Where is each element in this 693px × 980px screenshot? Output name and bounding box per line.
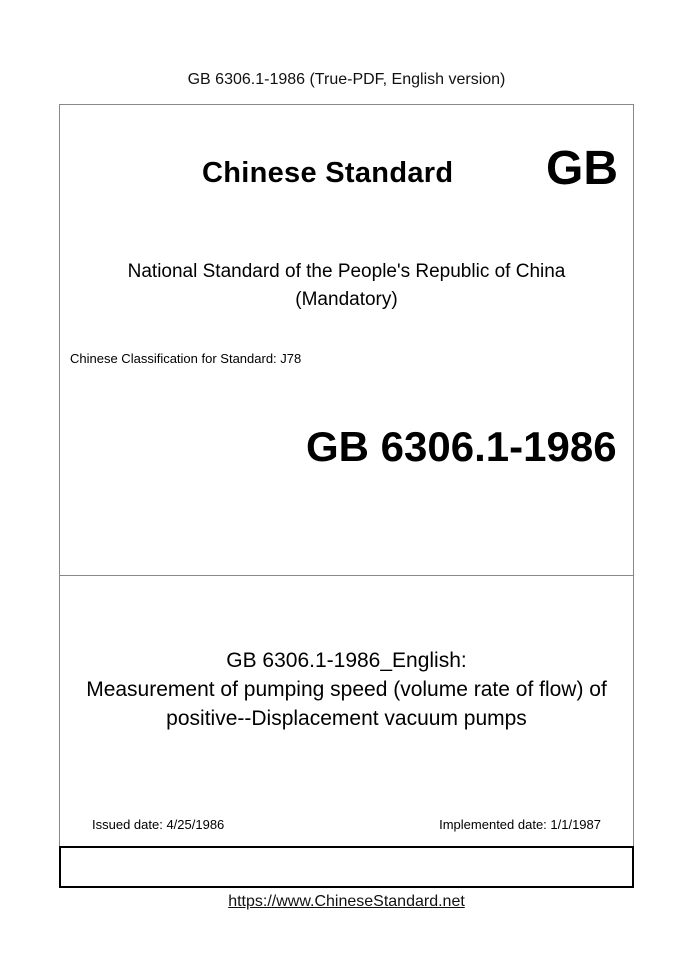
mandatory-label: (Mandatory)	[295, 289, 398, 310]
website-link[interactable]: https://www.ChineseStandard.net	[228, 893, 465, 910]
cover-bottom-bar	[59, 846, 634, 888]
document-title-line-1: GB 6306.1-1986_English:	[226, 649, 467, 672]
standard-number: GB 6306.1-1986	[306, 423, 617, 470]
national-standard-line: National Standard of the People's Republic of China	[127, 261, 566, 282]
document-title-line-2: Measurement of pumping speed (volume rate of flow) of	[86, 678, 607, 701]
national-standard-text	[59, 258, 634, 314]
gb-mark: GB	[546, 142, 618, 195]
document-title-line-3: positive--Displacement vacuum pumps	[166, 707, 527, 730]
page-header-title: GB 6306.1-1986 (True-PDF, English version)	[187, 71, 506, 88]
classification-text: Chinese Classification for Standard: J78	[70, 351, 302, 366]
implemented-date: Implemented date: 1/1/1987	[439, 817, 601, 832]
chinese-standard-heading: Chinese Standard	[202, 157, 454, 189]
issued-date: Issued date: 4/25/1986	[92, 817, 225, 832]
document-title	[59, 646, 634, 733]
